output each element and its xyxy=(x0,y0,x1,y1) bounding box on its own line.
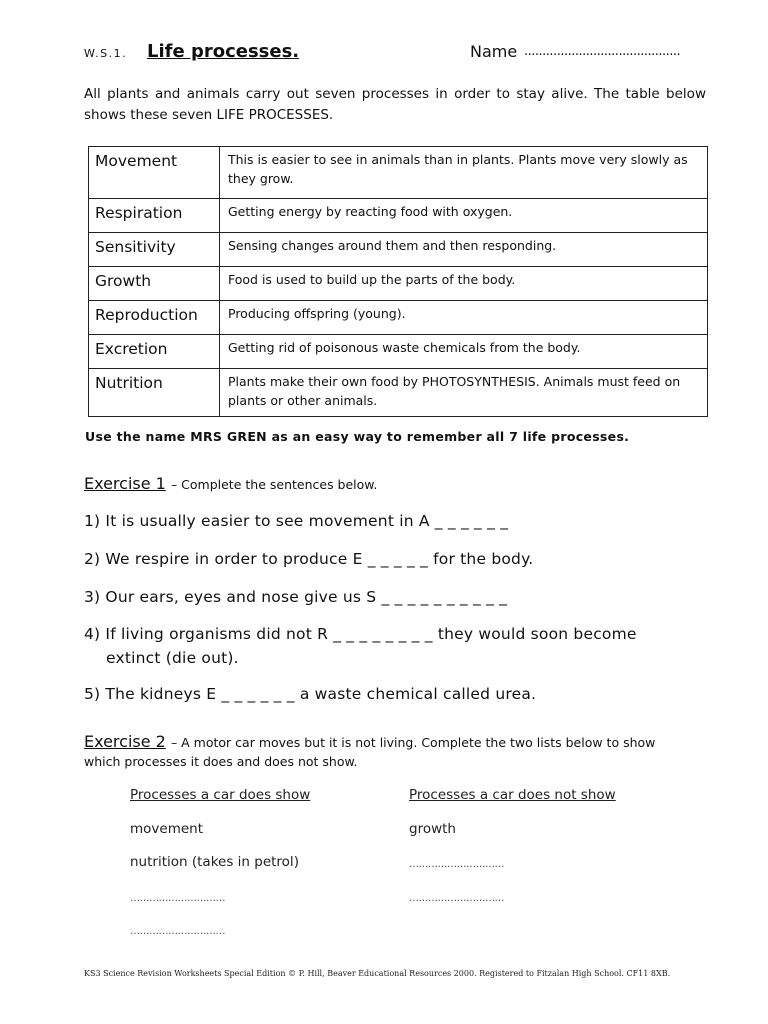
mnemonic-note: Use the name MRS GREN as an easy way to remember all 7 life processes. xyxy=(85,429,630,444)
exercise-1-instruction: – Complete the sentences below. xyxy=(170,477,378,492)
process-description: Getting energy by reacting food with oxygen. xyxy=(220,199,708,233)
exercise-1-title: Exercise 1 xyxy=(84,474,166,493)
process-name: Nutrition xyxy=(89,369,220,417)
exercise-2-title: Exercise 2 xyxy=(84,732,166,751)
does-not-show-blank[interactable]: ………………………… xyxy=(409,893,504,904)
exercise-1-heading xyxy=(84,474,377,493)
life-processes-table xyxy=(88,146,708,417)
table-row xyxy=(89,147,708,199)
question-1: 1) It is usually easier to see movement in A _ _ _ _ _ _ xyxy=(84,512,509,530)
name-label: Name xyxy=(470,42,518,61)
name-field[interactable]: ........................................... xyxy=(524,44,681,59)
question-3: 3) Our ears, eyes and nose give us S _ _ _ _ _ _ _ _ _ _ xyxy=(84,588,508,606)
does-not-show-item: growth xyxy=(409,821,456,837)
process-name: Growth xyxy=(89,267,220,301)
worksheet-title: Life processes. xyxy=(147,41,300,62)
table-row xyxy=(89,267,708,301)
exercise-2-heading xyxy=(84,732,655,751)
process-name: Sensitivity xyxy=(89,233,220,267)
does-show-header: Processes a car does show xyxy=(130,787,311,803)
exercise-2-instruction-continued: which processes it does and does not show. xyxy=(84,754,358,769)
worksheet-code: W.S.1. xyxy=(84,47,128,60)
does-show-blank[interactable]: ………………………… xyxy=(130,893,225,904)
question-2: 2) We respire in order to produce E _ _ _ _ _ for the body. xyxy=(84,550,534,568)
process-description: Sensing changes around them and then responding. xyxy=(220,233,708,267)
does-show-item: nutrition (takes in petrol) xyxy=(130,854,299,870)
does-show-item: movement xyxy=(130,821,204,837)
process-name: Excretion xyxy=(89,335,220,369)
process-description: Getting rid of poisonous waste chemicals from the body. xyxy=(220,335,708,369)
footer-credit: KS3 Science Revision Worksheets Special Edition © P. Hill, Beaver Educational Resources 2000. Registered to Fitzalan High School. CF11 8XB. xyxy=(84,969,671,978)
table-row xyxy=(89,301,708,335)
exercise-2-instruction: – A motor car moves but it is not living. Complete the two lists below to show xyxy=(170,735,656,750)
process-description: Food is used to build up the parts of the body. xyxy=(220,267,708,301)
does-show-blank[interactable]: ………………………… xyxy=(130,926,225,937)
process-name: Respiration xyxy=(89,199,220,233)
table-row xyxy=(89,233,708,267)
intro-paragraph: All plants and animals carry out seven processes in order to stay alive. The table below shows these seven LIFE PROCESSES. xyxy=(84,86,706,123)
table-row xyxy=(89,199,708,233)
does-not-show-header: Processes a car does not show xyxy=(409,787,616,803)
process-name: Movement xyxy=(89,147,220,199)
table-row xyxy=(89,335,708,369)
question-4: 4) If living organisms did not R _ _ _ _ _ _ _ _ they would soon become xyxy=(84,625,637,643)
process-description: Plants make their own food by PHOTOSYNTHESIS. Animals must feed on plants or other animals. xyxy=(220,369,708,417)
process-name: Reproduction xyxy=(89,301,220,335)
question-4-continuation: extinct (die out). xyxy=(106,649,239,667)
question-5: 5) The kidneys E _ _ _ _ _ _ a waste chemical called urea. xyxy=(84,685,537,703)
process-description: Producing offspring (young). xyxy=(220,301,708,335)
table-row xyxy=(89,369,708,417)
process-description: This is easier to see in animals than in plants. Plants move very slowly as they grow. xyxy=(220,147,708,199)
does-not-show-blank[interactable]: ………………………… xyxy=(409,859,504,870)
